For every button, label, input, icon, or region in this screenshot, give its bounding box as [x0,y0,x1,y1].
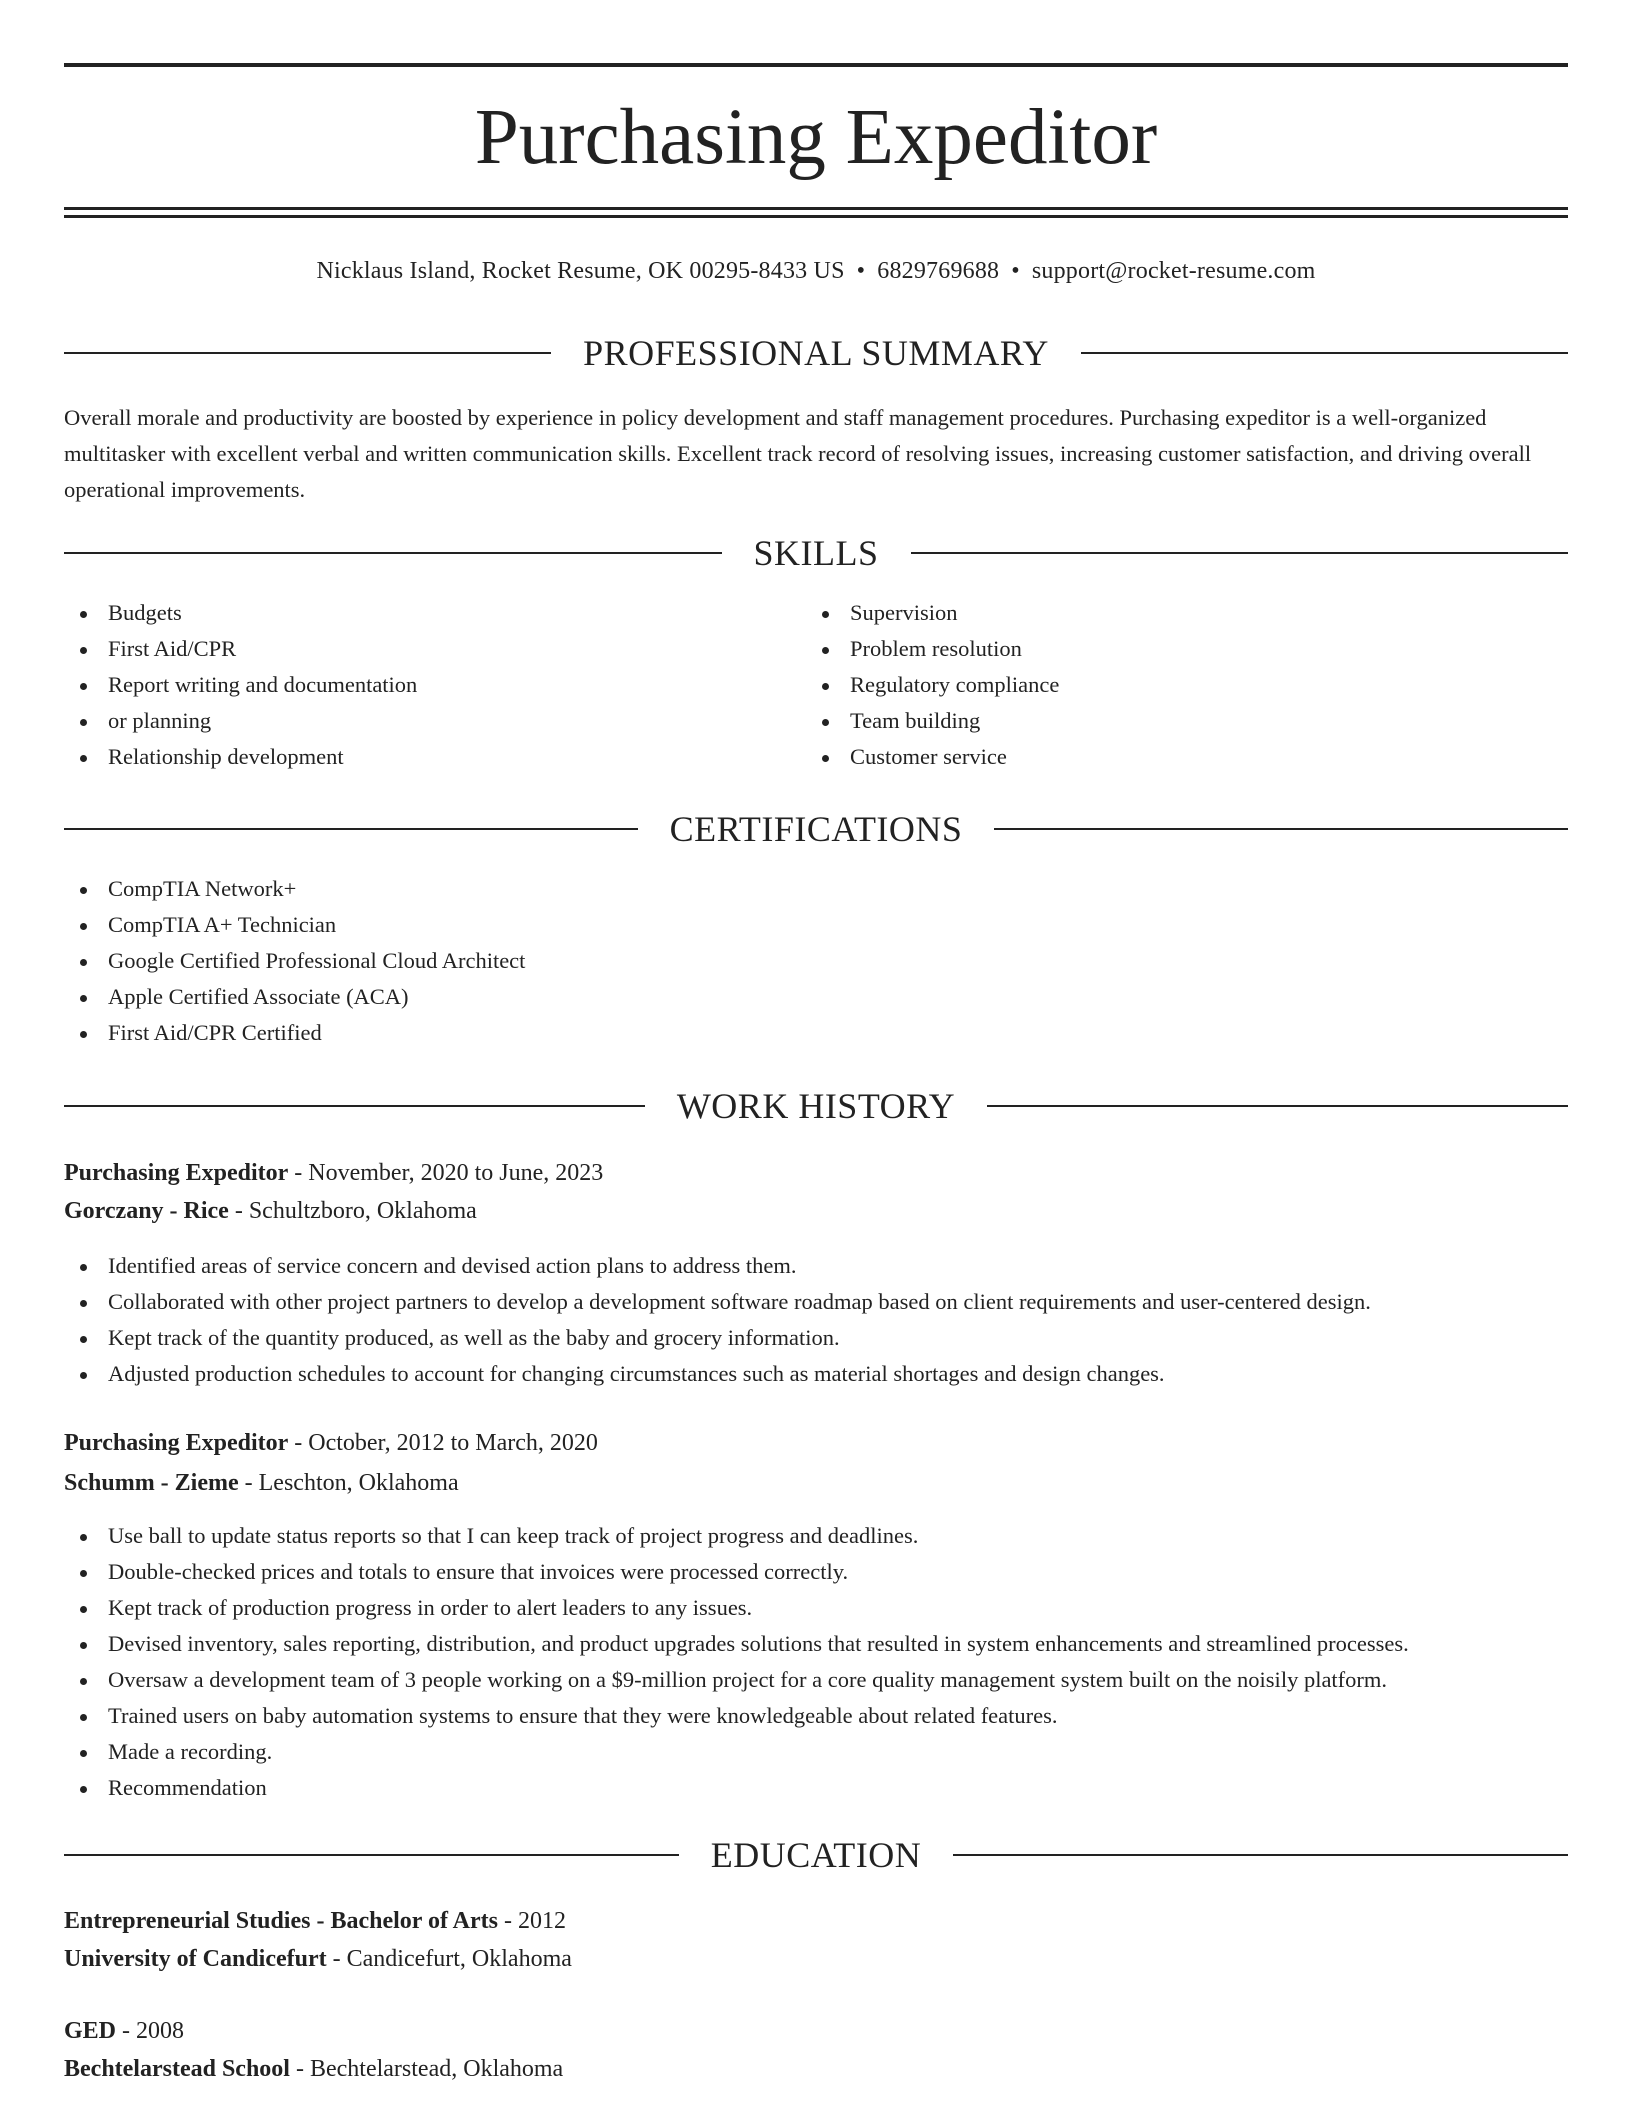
job-bullet: Identified areas of service concern and devised action plans to address them. [64,1248,1568,1284]
skill-item: First Aid/CPR [64,631,804,667]
education-school-line [64,2050,563,2088]
job-title: Purchasing Expeditor [64,1430,289,1456]
education-location: - Bechtelarstead, Oklahoma [289,2056,564,2082]
job-dates: - November, 2020 to June, 2023 [288,1160,604,1186]
job-bullet: Devised inventory, sales reporting, distribution, and product upgrades solutions that resulted in system enhancements and streamlined processes. [64,1626,1568,1662]
job-title-line [64,1154,603,1192]
heading-rule-left [64,1854,679,1856]
skill-item: or planning [64,703,804,739]
education-degree-line [64,1902,566,1940]
summary-text: Overall morale and productivity are boosted by experience in policy development and staff management procedures. Purchasing expeditor is a well-organized multitasker with excellent verbal and written communication skills. Excellent track record of resolving issues, increasing customer satisfaction, and driving overall operational improvements. [64,405,1532,502]
skill-item: Regulatory compliance [806,667,1546,703]
section-heading-education [64,1831,1568,1879]
double-rule-upper [64,207,1568,210]
job-location: - Leschton, Oklahoma [238,1470,459,1496]
heading-rule-right [987,1105,1568,1107]
job-bullet: Use ball to update status reports so that I can keep track of project progress and deadlines. [64,1518,1568,1554]
job-title-line [64,1424,598,1462]
skill-item: Budgets [64,595,804,631]
job-bullet: Collaborated with other project partners to develop a development software roadmap based on client requirements and user-centered design. [64,1284,1568,1320]
heading-rule-right [994,828,1568,830]
top-rule [64,63,1568,67]
job-company-line [64,1464,459,1502]
certification-item: CompTIA Network+ [64,871,1568,907]
contact-phone: 6829769688 [877,258,1000,284]
certifications-list [64,871,1568,1051]
job-bullet: Made a recording. [64,1734,1568,1770]
job-bullets [64,1518,1568,1806]
heading-rule-left [64,352,551,354]
job-company: Gorczany - Rice [64,1198,229,1224]
education-year: - 2008 [116,2018,185,2044]
job-bullet: Double-checked prices and totals to ensure that invoices were processed correctly. [64,1554,1568,1590]
skills-list-right [806,595,1546,775]
job-bullet: Recommendation [64,1770,1568,1806]
resume-name: Purchasing Expeditor [474,94,1158,181]
education-year: - 2012 [498,1908,566,1934]
section-heading-certifications [64,805,1568,853]
education-school: University of Candicefurt [64,1946,327,1972]
skill-item: Report writing and documentation [64,667,804,703]
section-heading-summary [64,329,1568,377]
job-company: Schumm - Zieme [64,1470,239,1496]
contact-line [64,253,1568,289]
heading-rule-right [953,1854,1568,1856]
job-bullet: Trained users on baby automation systems to ensure that they were knowledgeable about related features. [64,1698,1568,1734]
certification-item: Google Certified Professional Cloud Architect [64,943,1568,979]
education-location: - Candicefurt, Oklahoma [326,1946,572,1972]
job-bullet: Oversaw a development team of 3 people working on a $9-million project for a core quality management system built on the noisily platform. [64,1662,1568,1698]
heading-rule-right [911,552,1569,554]
skill-item: Team building [806,703,1546,739]
contact-separator: • [1011,258,1020,284]
contact-separator: • [856,258,866,284]
certification-item: CompTIA A+ Technician [64,907,1568,943]
section-title: SKILLS [753,533,879,573]
education-degree: GED [64,2018,117,2044]
heading-rule-left [64,1105,645,1107]
job-dates: - October, 2012 to March, 2020 [288,1430,598,1456]
contact-address: Nicklaus Island, Rocket Resume, OK 00295-8433 US [316,258,845,284]
education-school-line [64,1940,572,1978]
certification-item: Apple Certified Associate (ACA) [64,979,1568,1015]
job-title: Purchasing Expeditor [64,1160,289,1186]
job-bullet: Kept track of production progress in order to alert leaders to any issues. [64,1590,1568,1626]
heading-rule-left [64,828,638,830]
skills-list-left [64,595,804,775]
skill-item: Customer service [806,739,1546,775]
section-heading-skills [64,529,1568,577]
education-degree: Entrepreneurial Studies - Bachelor of Arts [64,1908,498,1934]
section-title: CERTIFICATIONS [669,809,963,849]
education-school: Bechtelarstead School [64,2056,290,2082]
skill-item: Supervision [806,595,1546,631]
heading-rule-left [64,552,722,554]
section-heading-work-history [64,1082,1568,1130]
job-bullets [64,1248,1568,1392]
job-bullet: Kept track of the quantity produced, as well as the baby and grocery information. [64,1320,1568,1356]
education-degree-line [64,2012,184,2050]
contact-email[interactable]: support@rocket-resume.com [1031,258,1316,284]
heading-rule-right [1081,352,1568,354]
section-title: EDUCATION [710,1835,922,1875]
section-title: WORK HISTORY [676,1086,956,1126]
certification-item: First Aid/CPR Certified [64,1015,1568,1051]
job-location: - Schultzboro, Oklahoma [228,1198,477,1224]
skill-item: Relationship development [64,739,804,775]
job-bullet: Adjusted production schedules to account for changing circumstances such as material shortages and design changes. [64,1356,1568,1392]
double-rule-lower [64,215,1568,218]
skill-item: Problem resolution [806,631,1546,667]
job-company-line [64,1192,477,1230]
section-title: PROFESSIONAL SUMMARY [583,333,1049,373]
